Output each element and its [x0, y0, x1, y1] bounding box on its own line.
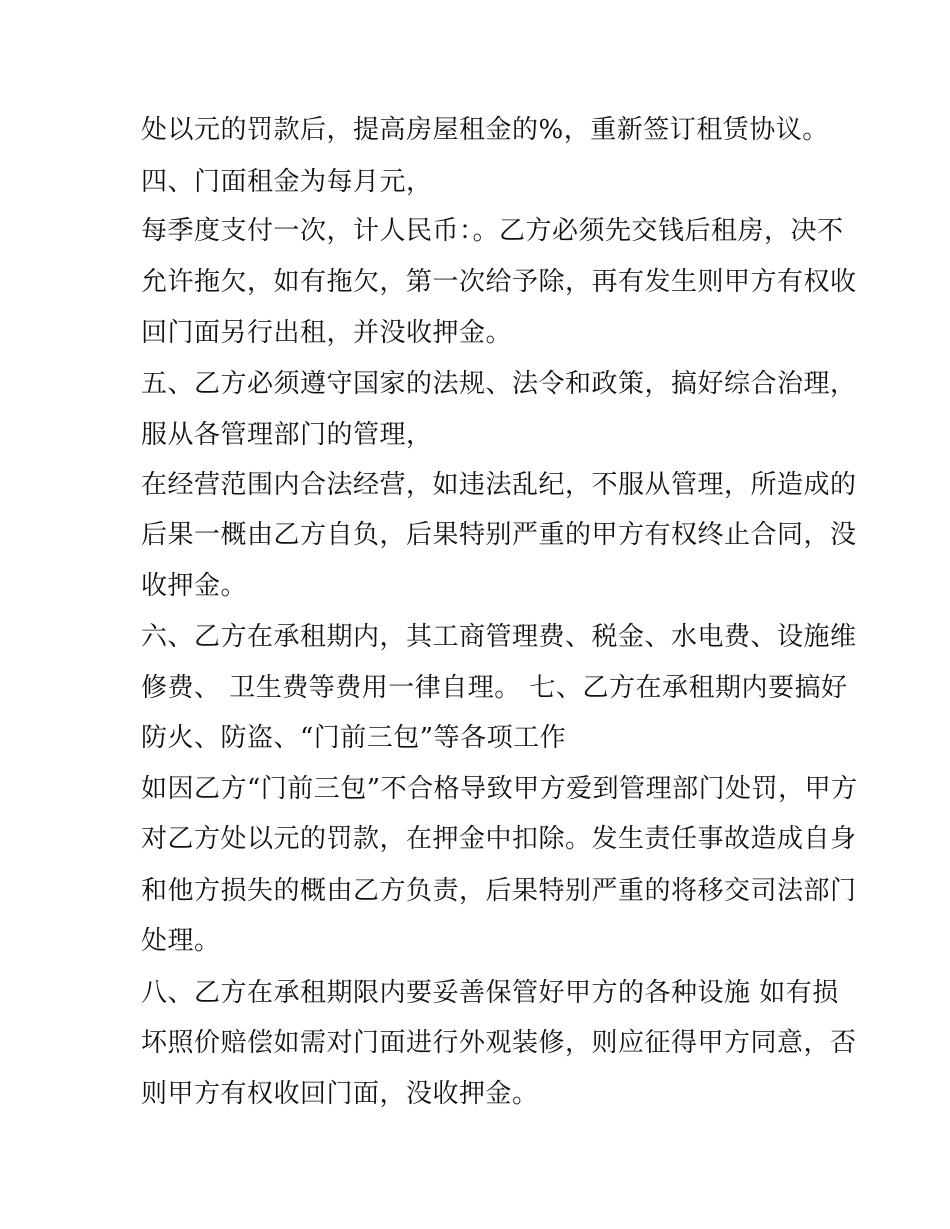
text-line: 防火、防盗、“门前三包”等各项工作: [141, 723, 567, 753]
text-line: 五、乙方必须遵守国家的法规、法令和政策，搞好综合治理，: [141, 369, 857, 399]
text-line: 和他方损失的概由乙方负责，后果特别严重的将移交司法部门: [141, 876, 857, 906]
text-line: 每季度支付一次，计人民币：。乙方必须先交钱后租房，决不: [141, 216, 844, 246]
text-line: 处以元的罚款后，提高房屋租金的%，重新签订租赁协议。: [141, 115, 829, 145]
text-line: 服从各管理部门的管理，: [141, 420, 433, 450]
text-line: 坏照价赔偿如需对门面进行外观装修，则应征得甲方同意，否: [141, 1028, 857, 1058]
text-line: 对乙方处以元的罚款，在押金中扣除。发生责任事故造成自身: [141, 824, 857, 854]
text-line: 后果一概由乙方自负，后果特别严重的甲方有权终止合同，没: [141, 520, 857, 550]
text-line: 回门面另行出租，并没收押金。: [141, 318, 513, 348]
text-line: 如因乙方“门前三包”不合格导致甲方爱到管理部门处罚，甲方: [141, 774, 858, 804]
text-line: 收押金。: [141, 571, 248, 601]
text-line: 修费、 卫生费等费用一律自理。 七、乙方在承租期内要搞好: [141, 673, 848, 703]
text-line: 四、门面租金为每月元，: [141, 167, 433, 197]
text-line: 六、乙方在承租期内，其工商管理费、税金、水电费、设施维: [141, 622, 857, 652]
text-line: 在经营范围内合法经营，如违法乱纪，不服从管理，所造成的: [141, 470, 857, 500]
text-line: 八、乙方在承租期限内要妥善保管好甲方的各种设施 如有损: [141, 978, 839, 1008]
text-line: 允许拖欠，如有拖欠，第一次给予除，再有发生则甲方有权收: [141, 267, 857, 297]
text-line: 处理。: [141, 926, 221, 956]
text-line: 则甲方有权收回门面，没收押金。: [141, 1079, 539, 1109]
